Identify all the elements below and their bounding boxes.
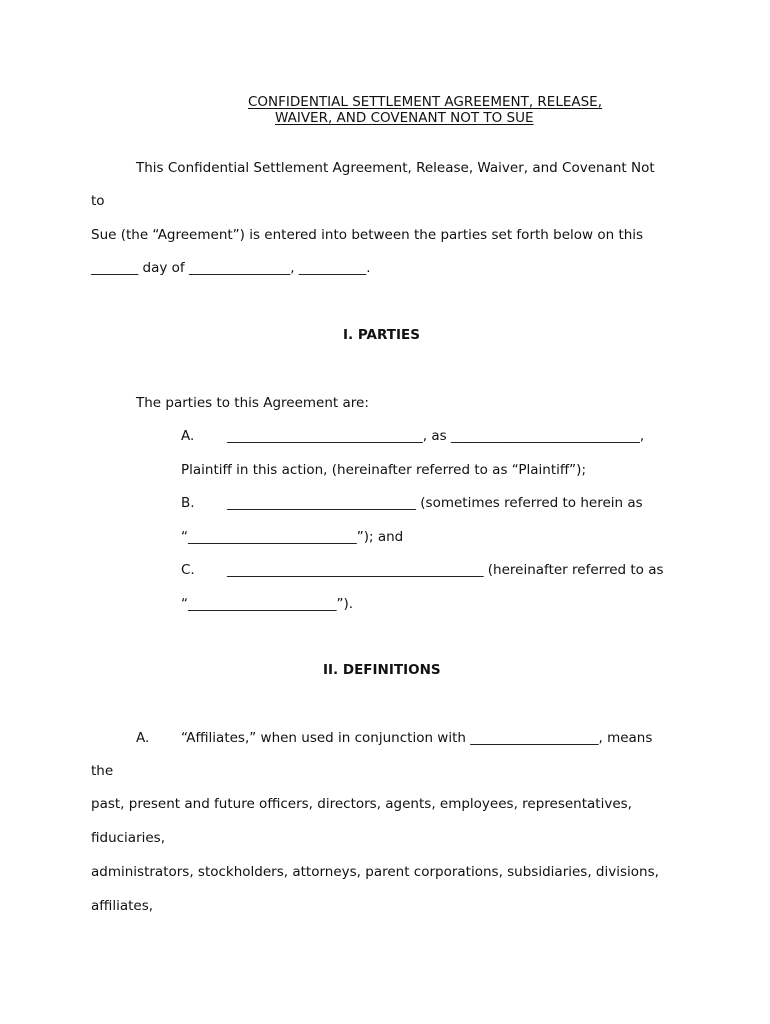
definition-a-marker: A.	[136, 730, 150, 746]
section-heading-definitions: II. DEFINITIONS	[323, 662, 441, 678]
definition-a-line-3: past, present and future officers, directors, agents, employees, representatives,	[91, 796, 632, 812]
party-b-line-2: “_________________________”); and	[181, 529, 404, 545]
definition-a-line-6: affiliates,	[91, 898, 154, 914]
definition-a-line-5: administrators, stockholders, attorneys, parent corporations, subsidiaries, divisions,	[91, 864, 659, 880]
party-c-text: ______________________________________ (hereinafter referred to as	[227, 562, 664, 578]
definition-a-text: “Affiliates,” when used in conjunction with ___________________, means	[181, 730, 653, 746]
party-c-marker: C.	[181, 562, 195, 578]
definition-a-line-4: fiduciaries,	[91, 830, 166, 846]
party-b-line-1	[181, 497, 681, 511]
party-a-text: _____________________________, as ____________________________,	[227, 428, 645, 444]
party-b-marker: B.	[181, 495, 195, 511]
party-b-text: ____________________________ (sometimes referred to herein as	[227, 495, 643, 511]
definition-a-line-2: the	[91, 763, 114, 779]
party-a-marker: A.	[181, 428, 195, 444]
party-c-line-1	[181, 564, 681, 578]
party-a-line-2: Plaintiff in this action, (hereinafter referred to as “Plaintiff”);	[181, 462, 586, 478]
party-a-line-1	[181, 430, 681, 444]
intro-line-3: Sue (the “Agreement”) is entered into between the parties set forth below on this	[91, 227, 644, 243]
party-c-line-2: “______________________”).	[181, 596, 354, 612]
title-line-2: WAIVER, AND COVENANT NOT TO SUE	[275, 110, 534, 126]
definition-a-line-1	[136, 732, 681, 746]
intro-line-2: to	[91, 193, 105, 209]
intro-line-1: This Confidential Settlement Agreement, Release, Waiver, and Covenant Not	[136, 160, 655, 176]
parties-lead: The parties to this Agreement are:	[136, 395, 369, 411]
intro-line-4: _______ day of _______________, __________.	[91, 260, 371, 276]
title-line-1: CONFIDENTIAL SETTLEMENT AGREEMENT, RELEASE,	[248, 94, 603, 110]
section-heading-parties: I. PARTIES	[343, 327, 420, 343]
